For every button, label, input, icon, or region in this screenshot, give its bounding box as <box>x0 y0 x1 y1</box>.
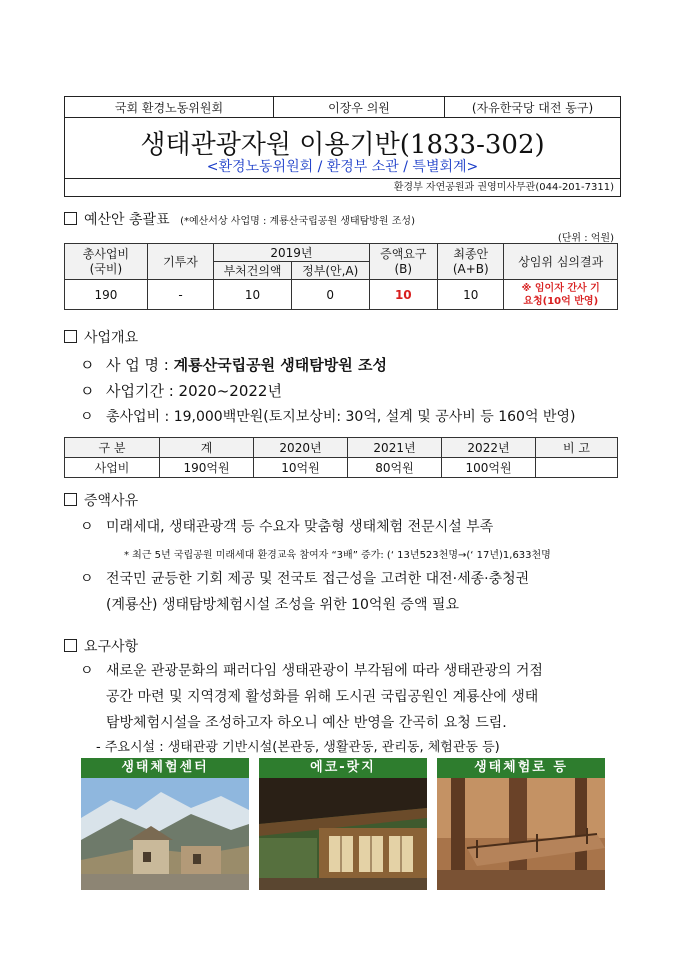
request-line-3: 탐방체험시설을 조성하고자 하오니 예산 반영을 간곡히 요청 드림. <box>106 715 507 731</box>
eco-trail-image <box>437 778 605 890</box>
bullet-icon: ㅇ <box>80 571 94 587</box>
header-info-row <box>65 97 620 118</box>
col-ministry-request: 부처건의액 <box>214 262 292 280</box>
checkbox-icon <box>64 330 77 343</box>
document-title: 생태관광자원 이용기반(1833-302) <box>140 130 545 160</box>
budget-table <box>64 243 618 310</box>
cell-review: ※ 임이자 간사 기 요청(10억 반영) <box>504 280 618 310</box>
reason-note: * 최근 5년 국립공원 미래세대 환경교육 참여자 “3배” 증가: (‘ 13년523천명→(‘ 17년)1,633천명 <box>124 550 551 561</box>
reason-bullet-1: ㅇ 미래세대, 생태관광객 등 수요자 맞춤형 생태체험 전문시설 부족 <box>80 514 493 540</box>
eco-center-image <box>81 778 249 890</box>
bullet-icon: ㅇ <box>80 663 94 679</box>
checkbox-icon <box>64 212 77 225</box>
member-name: 이장우 의원 <box>274 97 445 117</box>
bullet-icon: ㅇ <box>80 382 95 400</box>
reason-heading: 증액사유 <box>64 490 138 510</box>
col-year: 2019년 <box>214 244 369 262</box>
request-heading: 요구사항 <box>64 636 138 656</box>
committee-name: 국회 환경노동위원회 <box>65 97 274 117</box>
cell-total-project: 190 <box>65 280 148 310</box>
request-line-2: 공간 마련 및 지역경제 활성화를 위해 도시권 국립공원인 계룡산에 생태 <box>106 689 539 705</box>
request-facilities: - 주요시설 : 생태관광 기반시설(본관동, 생활관동, 관리동, 체험관동 등) <box>96 740 500 755</box>
cell-ministry-request: 10 <box>214 280 292 310</box>
overview-name: ㅇ 사 업 명 : 계룡산국립공원 생태탐방원 조성 <box>80 356 387 374</box>
col-gov-proposal: 정부(안,A) <box>291 262 369 280</box>
document-subtitle: <환경노동위원회 / 환경부 소관 / 특별회계> <box>65 156 620 179</box>
header-box <box>64 96 621 197</box>
request-line-1: ㅇ 새로운 관광문화의 패러다임 생태관광이 부각됨에 따라 생태관광의 거점 <box>80 658 543 684</box>
bullet-icon: ㅇ <box>80 519 94 535</box>
col-total-project: 총사업비 (국비) <box>65 244 148 280</box>
col-prior-invest: 기투자 <box>147 244 213 280</box>
photo-eco-lodge <box>259 758 427 890</box>
eco-lodge-image <box>259 778 427 890</box>
photo-label: 생태체험로 등 <box>437 758 605 778</box>
checkbox-icon <box>64 493 77 506</box>
cell-final: 10 <box>438 280 504 310</box>
table-row: 사업비 190억원 10억원 80억원 100억원 <box>65 458 618 478</box>
photo-eco-center <box>81 758 249 890</box>
photo-label: 에코-랏지 <box>259 758 427 778</box>
bullet-icon: ㅇ <box>80 409 94 425</box>
photo-label: 생태체험센터 <box>81 758 249 778</box>
cell-prior-invest: - <box>147 280 213 310</box>
photo-eco-trail <box>437 758 605 890</box>
col-increase-request: 증액요구 (B) <box>369 244 437 280</box>
budget-heading: 예산안 총괄표 (*예산서상 사업명 : 계룡산국립공원 생태탐방원 조성) <box>64 209 415 229</box>
cell-increase-request: 10 <box>369 280 437 310</box>
overview-heading: 사업개요 <box>64 327 138 347</box>
bullet-icon: ㅇ <box>80 356 95 374</box>
budget-note: (*예산서상 사업명 : 계룡산국립공원 생태탐방원 조성) <box>180 216 415 227</box>
budget-unit: (단위 : 억원) <box>557 233 614 244</box>
department-contact: 환경부 자연공원과 권영미사무관(044-201-7311) <box>393 182 614 193</box>
col-review: 상임위 심의결과 <box>504 244 618 280</box>
party-name: (자유한국당 대전 동구) <box>471 100 594 115</box>
col-final: 최종안 (A+B) <box>438 244 504 280</box>
reason-bullet-2-cont: (계룡산) 생태탐방체험시설 조성을 위한 10억원 증액 필요 <box>106 597 459 613</box>
yearly-table: 구 분 계 2020년 2021년 2022년 비 고 사업비 190억원 10억원 80억원 100억원 <box>64 437 618 478</box>
reason-bullet-2: ㅇ 전국민 균등한 기회 제공 및 전국토 접근성을 고려한 대전·세종·충청권 <box>80 566 529 592</box>
overview-total: ㅇ 총사업비 : 19,000백만원(토지보상비: 30억, 설계 및 공사비 등 160억 반영) <box>80 406 575 426</box>
budget-row <box>65 280 618 310</box>
overview-period: ㅇ 사업기간 : 2020~2022년 <box>80 382 282 400</box>
cell-gov-proposal: 0 <box>291 280 369 310</box>
checkbox-icon <box>64 639 77 652</box>
